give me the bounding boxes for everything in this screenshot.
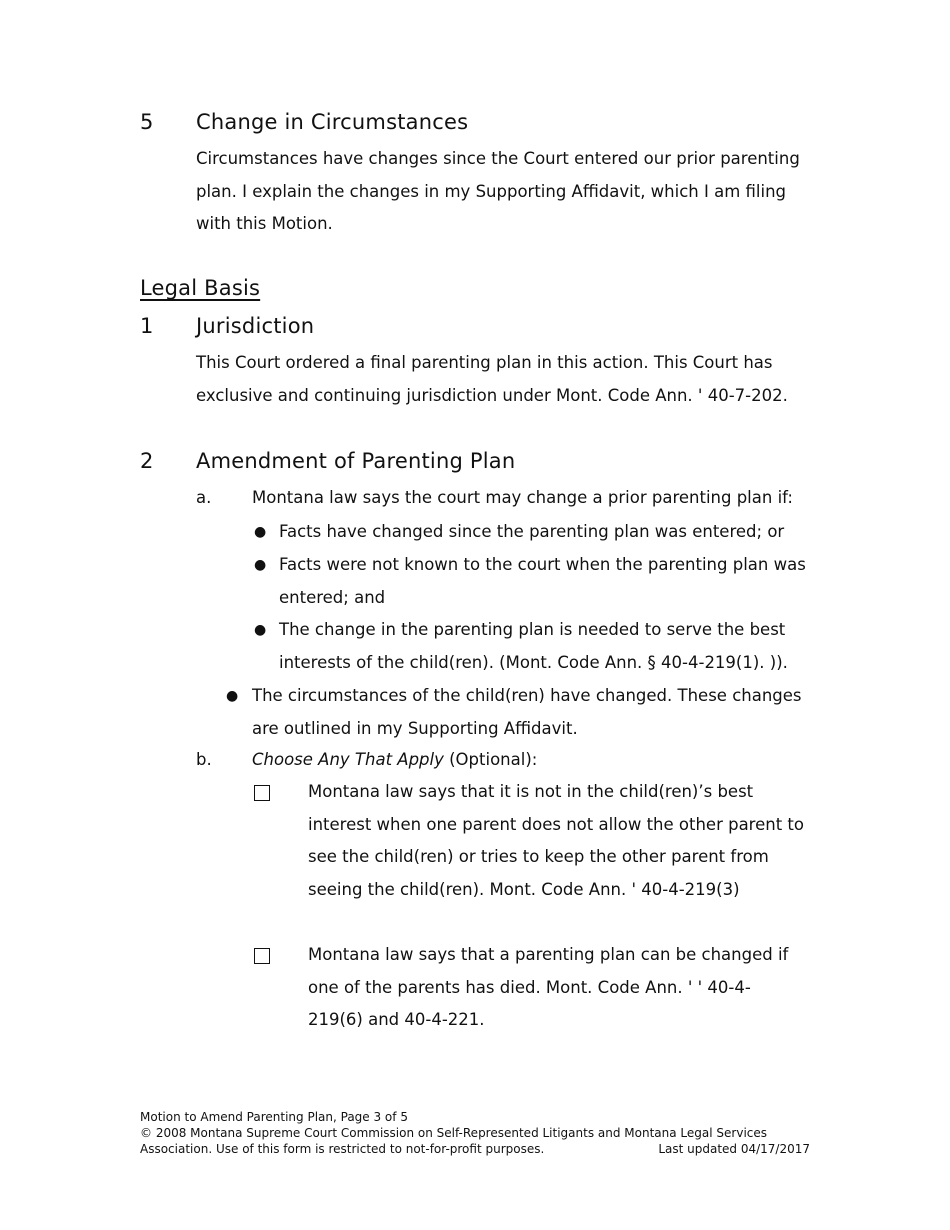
footer-usage: Association. Use of this form is restricted to not-for-profit purposes. xyxy=(140,1142,545,1156)
option-line: one of the parents has died. Mont. Code Ann. ' ' 40-4- xyxy=(308,977,751,997)
jurisdiction-number: 1 xyxy=(140,314,154,338)
option-2-checkbox[interactable] xyxy=(254,948,270,964)
item-b-label-rest: (Optional): xyxy=(443,750,538,769)
paragraph-line: exclusive and continuing jurisdiction under Mont. Code Ann. ' 40-7-202. xyxy=(196,385,788,405)
item-b-label-italic: Choose Any That Apply xyxy=(252,750,444,769)
item-b-marker: b. xyxy=(196,750,212,769)
option-line: interest when one parent does not allow the other parent to xyxy=(308,814,804,834)
bullet-line: The change in the parenting plan is needed to serve the best xyxy=(279,620,786,639)
item-a-marker: a. xyxy=(196,488,212,507)
item-a-text: Montana law says the court may change a prior parenting plan if: xyxy=(252,488,793,507)
bullet-item xyxy=(279,516,784,549)
item-b-label xyxy=(252,744,537,777)
bullet-item xyxy=(279,614,788,679)
bullet-line: Facts have changed since the parenting plan was entered; or xyxy=(279,522,785,541)
option-line: Montana law says that a parenting plan can be changed if xyxy=(308,945,789,964)
option-1-checkbox[interactable] xyxy=(254,785,270,801)
option-line: 219(6) and 40-4-221. xyxy=(308,1010,485,1029)
jurisdiction-paragraph xyxy=(196,347,788,412)
bullet-line: interests of the child(ren). (Mont. Code Ann. § 40-4-219(1). )). xyxy=(279,652,788,672)
paragraph-line: This Court ordered a final parenting plan in this action. This Court has xyxy=(196,353,773,372)
option-line: seeing the child(ren). Mont. Code Ann. ' 40-4-219(3) xyxy=(308,879,740,899)
bullet-item xyxy=(279,549,806,614)
amendment-title: Amendment of Parenting Plan xyxy=(196,449,516,473)
section-5-number: 5 xyxy=(140,110,154,134)
footer-updated: Last updated 04/17/2017 xyxy=(658,1142,810,1156)
bullet-icon: ● xyxy=(226,688,239,704)
footer-copyright: © 2008 Montana Supreme Court Commission on Self-Represented Litigants and Montana Legal Services xyxy=(140,1126,768,1140)
jurisdiction-title: Jurisdiction xyxy=(196,314,315,338)
bullet-line: are outlined in my Supporting Affidavit. xyxy=(252,718,578,738)
option-2-text xyxy=(308,939,788,1037)
footer-title: Motion to Amend Parenting Plan, Page 3 of 5 xyxy=(140,1110,408,1124)
section-5-paragraph xyxy=(196,143,800,241)
section-5-title: Change in Circumstances xyxy=(196,110,469,134)
bullet-line: The circumstances of the child(ren) have changed. These changes xyxy=(252,686,802,705)
bullet-icon: ● xyxy=(254,622,267,638)
option-line: see the child(ren) or tries to keep the other parent from xyxy=(308,847,769,866)
paragraph-line: Circumstances have changes since the Court entered our prior parenting xyxy=(196,149,800,168)
option-line: Montana law says that it is not in the child(ren)’s best xyxy=(308,782,754,801)
bullet-line: entered; and xyxy=(279,587,386,607)
bullet-item xyxy=(252,680,802,745)
option-1-text xyxy=(308,776,804,906)
amendment-number: 2 xyxy=(140,449,154,473)
legal-basis-heading: Legal Basis xyxy=(140,276,261,300)
paragraph-line: plan. I explain the changes in my Supporting Affidavit, which I am filing xyxy=(196,181,787,201)
bullet-line: Facts were not known to the court when the parenting plan was xyxy=(279,555,806,574)
bullet-icon: ● xyxy=(254,524,267,540)
paragraph-line: with this Motion. xyxy=(196,214,333,233)
bullet-icon: ● xyxy=(254,557,267,573)
